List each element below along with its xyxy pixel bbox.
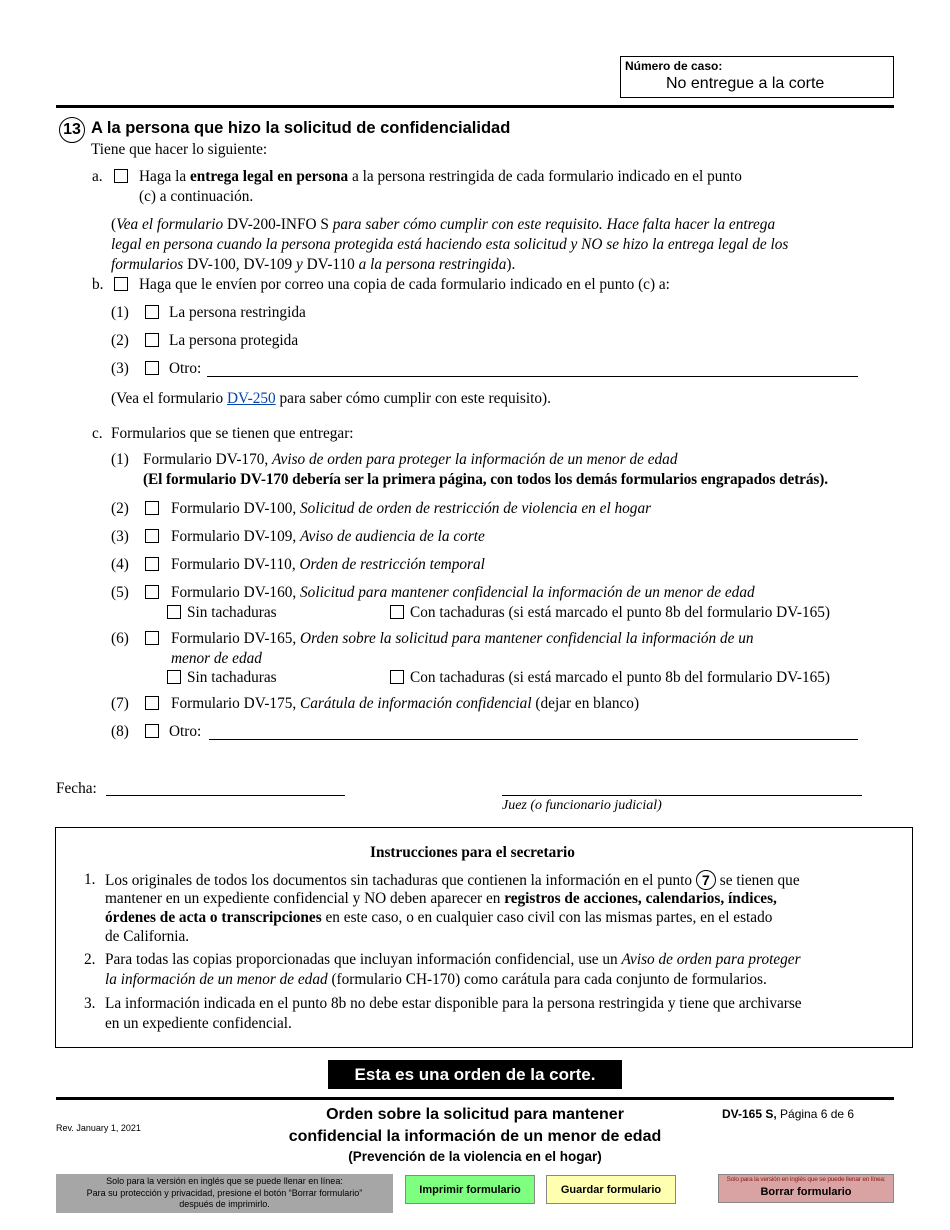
form-1-label: Formulario DV-170, Aviso de orden para proteger la información de un menor de edad: [143, 451, 678, 468]
item-b-text: Haga que le envíen por correo una copia de cada formulario indicado en el punto (c) a:: [139, 276, 670, 293]
form-5-con-checkbox[interactable]: [390, 605, 404, 619]
clerk-item-3-line2: en un expediente confidencial.: [105, 1015, 292, 1032]
case-number-value: No entregue a la corte: [666, 75, 825, 92]
form-3-checkbox[interactable]: [145, 529, 159, 543]
item-b1-num: (1): [111, 304, 129, 321]
item-b3-label: Otro:: [169, 360, 202, 377]
form-6-sin-label: Sin tachaduras: [187, 669, 277, 686]
form-7-num: (7): [111, 695, 129, 712]
item-b3-checkbox[interactable]: [145, 361, 159, 375]
clerk-item-1-num: 1.: [84, 871, 96, 888]
header-rule: [56, 105, 894, 108]
item-a-text-line2: (c) a continuación.: [139, 188, 254, 205]
form-2-label: Formulario DV-100, Solicitud de orden de restricción de violencia en el hogar: [171, 500, 652, 517]
clerk-item-3-num: 3.: [84, 995, 96, 1012]
form-5-sin-checkbox[interactable]: [167, 605, 181, 619]
privacy-notice-line3: después de imprimirlo.: [179, 1199, 270, 1209]
form-8-other-field[interactable]: [209, 720, 858, 740]
form-2-checkbox[interactable]: [145, 501, 159, 515]
item-a-note-line1: (Vea el formulario DV-200-INFO S para saber cómo cumplir con este requisito. Hace falta hacer la entrega: [111, 216, 776, 233]
case-number-label: Número de caso:: [625, 59, 723, 73]
clear-form-note: Solo para la versión en inglés que se puede llenar en línea:: [726, 1176, 886, 1183]
item-b-letter: b.: [92, 276, 104, 293]
form-7-label: Formulario DV-175, Carátula de información confidencial (dejar en blanco): [171, 695, 640, 712]
clear-form-button[interactable]: [718, 1174, 894, 1203]
form-page-id: DV-165 S, Página 6 de 6: [722, 1107, 855, 1121]
form-5-con-label: Con tachaduras (si está marcado el punto 8b del formulario DV-165): [410, 604, 830, 621]
form-1-num: (1): [111, 451, 129, 468]
case-number-box: [620, 56, 894, 98]
item-a-note-line3: formularios DV-100, DV-109 y DV-110 a la persona restringida).: [111, 256, 516, 273]
form-6-num: (6): [111, 630, 129, 647]
clerk-title: Instrucciones para el secretario: [370, 844, 575, 861]
item-7-ref: 7: [696, 870, 716, 890]
item-b1-checkbox[interactable]: [145, 305, 159, 319]
clerk-item-1-line4: de California.: [105, 928, 190, 945]
court-order-banner: Esta es una orden de la corte.: [328, 1060, 622, 1089]
form-4-num: (4): [111, 556, 129, 573]
form-3-num: (3): [111, 528, 129, 545]
item-b1-label: La persona restringida: [169, 304, 306, 321]
form-6-label: Formulario DV-165, Orden sobre la solicitud para mantener confidencial la información de un: [171, 630, 754, 647]
form-6-checkbox[interactable]: [145, 631, 159, 645]
clerk-item-2-line1: Para todas las copias proporcionadas que incluyan información confidencial, use un Aviso de orden para proteger: [105, 951, 801, 968]
form-5-label: Formulario DV-160, Solicitud para mantener confidencial la información de un menor de edad: [171, 584, 755, 601]
item-b-checkbox[interactable]: [114, 277, 128, 291]
form-5-num: (5): [111, 584, 129, 601]
judge-label: Juez (o funcionario judicial): [502, 798, 662, 813]
item-b3-other-field[interactable]: [207, 357, 858, 377]
footer-subtitle: (Prevención de la violencia en el hogar): [348, 1149, 602, 1164]
item-a-text: Haga la entrega legal en persona a la persona restringida de cada formulario indicado en el punto: [139, 168, 742, 185]
item-a-checkbox[interactable]: [114, 169, 128, 183]
clerk-item-2-line2: la información de un menor de edad (formulario CH-170) como carátula para cada conjunto de formularios.: [105, 971, 767, 988]
clerk-item-2-num: 2.: [84, 951, 96, 968]
dv-250-link[interactable]: DV-250: [226, 390, 276, 407]
form-3-label: Formulario DV-109, Aviso de audiencia de la corte: [171, 528, 485, 545]
form-6-con-label: Con tachaduras (si está marcado el punto 8b del formulario DV-165): [410, 669, 830, 686]
form-8-num: (8): [111, 723, 129, 740]
save-form-button[interactable]: Guardar formulario: [546, 1175, 676, 1204]
item-c-text: Formularios que se tienen que entregar:: [111, 425, 354, 442]
fecha-field[interactable]: [106, 776, 345, 796]
section-title: A la persona que hizo la solicitud de confidencialidad: [91, 119, 511, 137]
clerk-item-3-line1: La información indicada en el punto 8b no debe estar disponible para la persona restringida y tiene que archivarse: [105, 995, 802, 1012]
form-4-label: Formulario DV-110, Orden de restricción temporal: [171, 556, 485, 573]
item-b2-num: (2): [111, 332, 129, 349]
section-number: 13: [59, 117, 85, 143]
footer-rule: [56, 1097, 894, 1100]
privacy-notice-line2: Para su protección y privacidad, presione el botón “Borrar formulario”: [86, 1187, 363, 1198]
form-4-checkbox[interactable]: [145, 557, 159, 571]
section-intro: Tiene que hacer lo siguiente:: [91, 141, 268, 158]
judge-signature-line[interactable]: [502, 776, 862, 796]
clerk-item-1-line1: Los originales de todos los documentos sin tachaduras que contienen la información en el punto 7 se tienen que: [105, 872, 800, 889]
footer-title-line2: confidencial la información de un menor de edad: [288, 1128, 662, 1145]
revision-date: Rev. January 1, 2021: [56, 1123, 141, 1133]
item-a-letter: a.: [92, 168, 103, 185]
form-6-sin-checkbox[interactable]: [167, 670, 181, 684]
privacy-notice-line1: Solo para la versión en inglés que se puede llenar en línea:: [106, 1176, 343, 1186]
form-6-con-checkbox[interactable]: [390, 670, 404, 684]
privacy-notice: [56, 1174, 393, 1213]
item-a-note-line2: legal en persona cuando la persona protegida está haciendo esta solicitud y NO se hizo la entrega legal de los: [111, 236, 789, 253]
form-8-label: Otro:: [169, 723, 202, 740]
form-1-note: (El formulario DV-170 debería ser la primera página, con todos los demás formularios engrapados detrás).: [143, 471, 828, 488]
print-form-button[interactable]: Imprimir formulario: [405, 1175, 535, 1204]
form-5-sin-label: Sin tachaduras: [187, 604, 277, 621]
form-7-checkbox[interactable]: [145, 696, 159, 710]
item-b2-checkbox[interactable]: [145, 333, 159, 347]
item-b3-num: (3): [111, 360, 129, 377]
item-c-letter: c.: [92, 425, 103, 442]
item-b2-label: La persona protegida: [169, 332, 299, 349]
form-5-checkbox[interactable]: [145, 585, 159, 599]
clear-form-label: Borrar formulario: [760, 1186, 852, 1198]
clerk-item-1-line2: mantener en un expediente confidencial y NO deben aparecer en registros de acciones, calendarios, índices,: [105, 890, 777, 907]
footer-title-line1: Orden sobre la solicitud para mantener: [326, 1106, 624, 1123]
item-b-reference: (Vea el formulario DV-250 para saber cómo cumplir con este requisito).: [111, 390, 551, 407]
form-6-label-line2: menor de edad: [171, 650, 262, 667]
fecha-label: Fecha:: [56, 780, 97, 797]
form-8-checkbox[interactable]: [145, 724, 159, 738]
form-2-num: (2): [111, 500, 129, 517]
clerk-item-1-line3: órdenes de acta o transcripciones en este caso, o en cualquier caso civil con las mismas partes, en el estado: [105, 909, 773, 926]
